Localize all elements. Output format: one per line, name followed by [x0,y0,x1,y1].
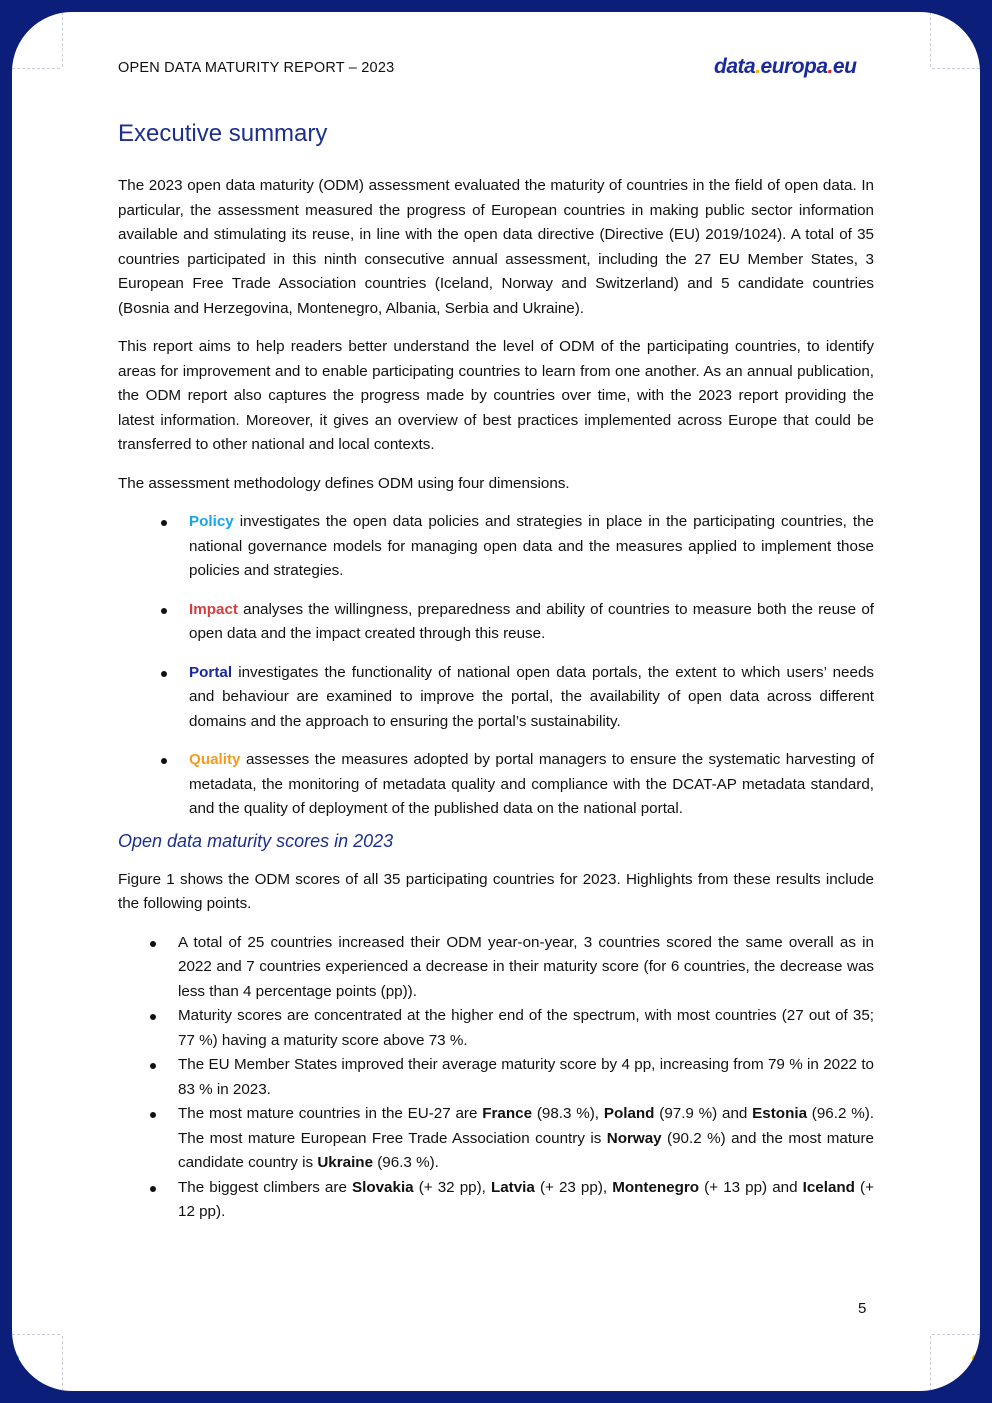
intro-paragraph-1: The 2023 open data maturity (ODM) assessment evaluated the maturity of countries in the field of open data. In particular, the assessment measured the progress of European countries in making public sector information available and stimulating its reuse, in line with the open data directive (Directive (EU) 2019/1024). A total of 35 countries participated in this ninth consecutive annual assessment, including the 27 EU Member States, 3 European Free Trade Association countries (Iceland, Norway and Switzerland) and 5 candidate countries (Bosnia and Herzegovina, Montenegro, Albania, Serbia and Ukraine). [118,177,874,317]
dimension-item-policy [189,510,874,584]
crop-mark [62,1336,63,1391]
highlight-text: The biggest climbers are [178,1178,352,1196]
dimension-text-portal: investigates the functionality of national open data portals, the extent to which users’ needs and behaviour are examined to improve the portal, the availability of open data across different domains and the approach to ensuring the portal’s sustainability. [189,663,874,730]
country-name: Latvia [490,1178,535,1196]
page-number: 5 [858,1300,867,1317]
highlights-list [118,931,874,1225]
country-name: Slovakia [351,1178,414,1196]
country-name: France [482,1105,533,1122]
highlight-text: (98.3 %), [532,1105,604,1122]
logo-part-eu: eu [832,55,857,78]
dimension-keyword-policy: Policy [189,513,234,530]
highlight-text: (+ 13 pp) and [699,1178,803,1196]
highlight-item: A total of 25 countries increased their ODM year-on-year, 3 countries scored the same overall as in 2022 and 7 countries experienced a decrease in their maturity score (for 6 countries, the decrease was less than 4 percentage points (pp)). [178,931,874,1005]
country-name: Poland [603,1105,655,1122]
crop-mark [932,68,980,69]
highlight-text: (97.9 %) and [654,1105,753,1122]
logo-part-europa: europa [760,55,828,78]
country-name: Iceland [802,1178,855,1196]
dimension-item-portal [189,661,874,735]
country-name: Montenegro [612,1178,700,1196]
subsection-intro: Figure 1 shows the ODM scores of all 35 participating countries for 2023. Highlights from these results include the following points. [118,870,874,912]
highlight-item [178,1102,874,1176]
crop-mark [930,1336,931,1391]
country-name: Norway [606,1129,662,1147]
dimension-text-impact: analyses the willingness, preparedness and ability of countries to measure both the reuse of open data and the impact created through this reuse. [189,600,874,642]
highlight-text: (+ 23 pp), [534,1178,613,1196]
country-name: Ukraine [317,1154,374,1171]
section-title: Executive summary [118,120,328,147]
highlight-text: (90.2 %) and the most mature candidate country is [178,1129,874,1171]
crop-mark [930,12,931,67]
crop-mark [12,68,60,69]
dimension-text-policy: investigates the open data policies and strategies in place in the participating countries, the national governance models for managing open data and the measures applied to implement those policies and strategies. [189,513,874,579]
crop-mark [932,1334,980,1335]
intro-paragraph-2: This report aims to help readers better understand the level of ODM of the participating countries, to identify areas for improvement and to enable participating countries to learn from one another. As an annual publication, the ODM report also captures the progress made by countries over time, with the 2023 report providing the latest information. Moreover, it gives an overview of best practices implemented across Europe that could be transferred to other national and local contexts. [118,338,874,453]
crop-mark [62,12,63,67]
dimension-keyword-impact: Impact [189,600,238,618]
dimensions-list [118,510,874,822]
highlight-text: The most mature countries in the EU-27 are [178,1105,483,1122]
dimension-keyword-portal: Portal [189,663,233,681]
highlight-text: (+ 32 pp), [413,1178,491,1196]
dimension-keyword-quality: Quality [189,751,241,768]
highlight-text: (+ 12 pp). [178,1178,874,1220]
data-europa-logo[interactable]: data.europa.eu [714,55,857,78]
intro-paragraph-3: The assessment methodology defines ODM using four dimensions. [118,474,570,492]
highlight-text: (96.2 %). The most mature European Free Trade Association country is [178,1105,874,1147]
highlight-item: Maturity scores are concentrated at the higher end of the spectrum, with most countries (27 out of 35; 77 %) having a maturity score above 73 %. [178,1004,874,1053]
highlight-text: (96.3 %). [373,1154,439,1171]
logo-part-data: data [714,55,756,78]
dimension-text-quality: assesses the measures adopted by portal managers to ensure the systematic harvesting of metadata, the monitoring of metadata quality and compliance with the DCAT-AP metadata standard, and the quality of deployment of the published data on the national portal. [189,751,874,817]
dimension-item-impact [189,598,874,647]
highlight-item: The EU Member States improved their average maturity score by 4 pp, increasing from 79 % in 2022 to 83 % in 2023. [178,1053,874,1102]
highlight-item [178,1176,874,1225]
subsection-title: Open data maturity scores in 2023 [118,830,394,851]
main-content [118,116,874,1225]
country-name: Estonia [752,1105,808,1122]
dimension-item-quality [189,748,874,822]
crop-mark [12,1334,60,1335]
report-title: OPEN DATA MATURITY REPORT – 2023 [118,60,395,76]
